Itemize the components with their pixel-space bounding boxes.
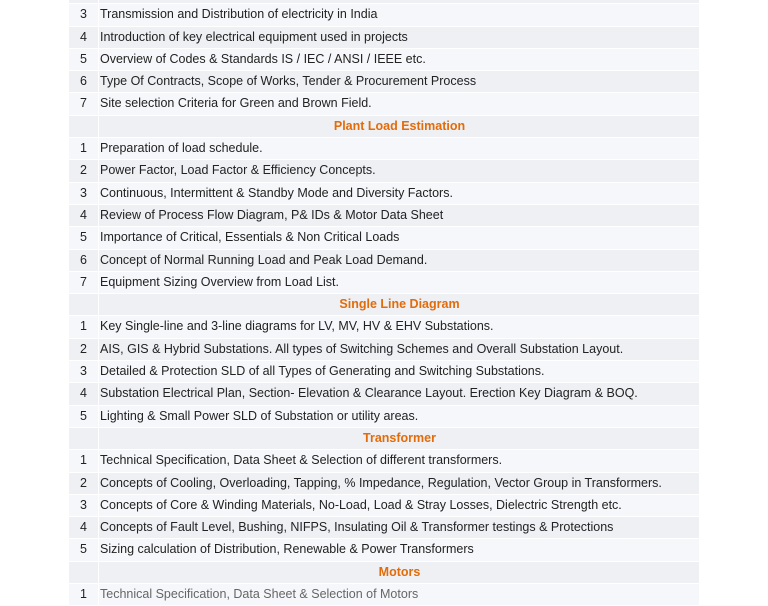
section-header-row [69, 294, 699, 316]
row-number [69, 428, 99, 449]
topic-text: Overview of Codes & Standards IS / IEC / ANSI / IEEE etc. [100, 51, 426, 66]
row-number: 1 [69, 450, 99, 471]
table-row [69, 138, 699, 160]
topic-text: Power Factor, Load Factor & Efficiency Concepts. [100, 163, 376, 178]
row-number: 5 [69, 49, 99, 70]
row-number: 5 [69, 227, 99, 248]
topic-text: Lighting & Small Power SLD of Substation or utility areas. [100, 408, 419, 423]
table-row [69, 272, 699, 294]
table-row [69, 183, 699, 205]
row-number: 4 [69, 517, 99, 538]
table-row [69, 517, 699, 539]
row-number: 4 [69, 27, 99, 48]
row-number: 1 [69, 138, 99, 159]
topic-text: Concept of Normal Running Load and Peak Load Demand. [100, 252, 428, 267]
table-row [69, 361, 699, 383]
topic-text: AIS, GIS & Hybrid Substations. All types of Switching Schemes and Overall Substation Layout. [100, 341, 624, 356]
section-header-row [69, 562, 699, 584]
row-number: 4 [69, 383, 99, 404]
row-number: 4 [69, 205, 99, 226]
topic-text: Detailed & Protection SLD of all Types of Generating and Switching Substations. [100, 364, 545, 379]
topic-text: Equipment Sizing Overview from Load List. [100, 274, 339, 289]
topic-text: Concepts of Cooling, Overloading, Tapping, % Impedance, Regulation, Vector Group in Transformers. [100, 475, 662, 490]
topic-text: Preparation of load schedule. [100, 141, 263, 156]
table-row [69, 4, 699, 26]
table-row [69, 450, 699, 472]
table-row [69, 339, 699, 361]
table-row [69, 49, 699, 71]
table-row [69, 27, 699, 49]
topic-text [99, 0, 699, 3]
table-row [69, 495, 699, 517]
table-row [69, 316, 699, 338]
row-number: 2 [69, 339, 99, 360]
topic-text: Continuous, Intermittent & Standby Mode and Diversity Factors. [100, 185, 453, 200]
row-number: 3 [69, 183, 99, 204]
row-number: 1 [69, 316, 99, 337]
table-row [69, 160, 699, 182]
row-number: 5 [69, 406, 99, 427]
table-row [69, 250, 699, 272]
topic-text: Key Single-line and 3-line diagrams for LV, MV, HV & EHV Substations. [100, 319, 494, 334]
section-header-row [69, 116, 699, 138]
topic-text: Technical Specification, Data Sheet & Selection of Motors [100, 587, 419, 602]
topic-text: Concepts of Fault Level, Bushing, NIFPS, Insulating Oil & Transformer testings & Protections [100, 520, 614, 535]
row-number: 2 [69, 160, 99, 181]
topic-text: Introduction of key electrical equipment used in projects [100, 29, 408, 44]
row-number: 3 [69, 495, 99, 516]
row-number: 2 [69, 473, 99, 494]
topic-text: Substation Electrical Plan, Section- Elevation & Clearance Layout. Erection Key Diagram & BOQ. [100, 386, 638, 401]
topic-text: Importance of Critical, Essentials & Non Critical Loads [100, 230, 400, 245]
table-row [69, 71, 699, 93]
topic-text: Sizing calculation of Distribution, Renewable & Power Transformers [100, 542, 474, 557]
row-number: 6 [69, 250, 99, 271]
row-number [69, 294, 99, 315]
row-number [69, 562, 99, 583]
section-title: Single Line Diagram [339, 297, 460, 312]
row-number: 6 [69, 71, 99, 92]
row-number: 3 [69, 361, 99, 382]
section-header-row [69, 428, 699, 450]
topic-text: Technical Specification, Data Sheet & Selection of different transformers. [100, 453, 503, 468]
section-title: Transformer [363, 430, 436, 445]
table-row [69, 93, 699, 115]
row-number [69, 116, 99, 137]
table-row [69, 205, 699, 227]
topic-text: Review of Process Flow Diagram, P& IDs & Motor Data Sheet [100, 207, 444, 222]
course-syllabus-table [69, 0, 699, 606]
table-row [69, 227, 699, 249]
table-row [69, 383, 699, 405]
table-row [69, 584, 699, 606]
topic-text: Site selection Criteria for Green and Brown Field. [100, 96, 372, 111]
row-number: 3 [69, 4, 99, 25]
row-number [69, 0, 99, 3]
table-row [69, 406, 699, 428]
row-number: 7 [69, 272, 99, 293]
row-number: 7 [69, 93, 99, 114]
table-row [69, 473, 699, 495]
topic-text: Concepts of Core & Winding Materials, No-Load, Load & Stray Losses, Dielectric Strength etc. [100, 497, 622, 512]
section-title: Plant Load Estimation [333, 118, 466, 133]
topic-text: Type Of Contracts, Scope of Works, Tender & Procurement Process [100, 74, 477, 89]
topic-text: Transmission and Distribution of electricity in India [100, 7, 378, 22]
section-title: Motors [378, 564, 421, 579]
row-number: 1 [69, 584, 99, 605]
table-row [69, 539, 699, 561]
row-number: 5 [69, 539, 99, 560]
